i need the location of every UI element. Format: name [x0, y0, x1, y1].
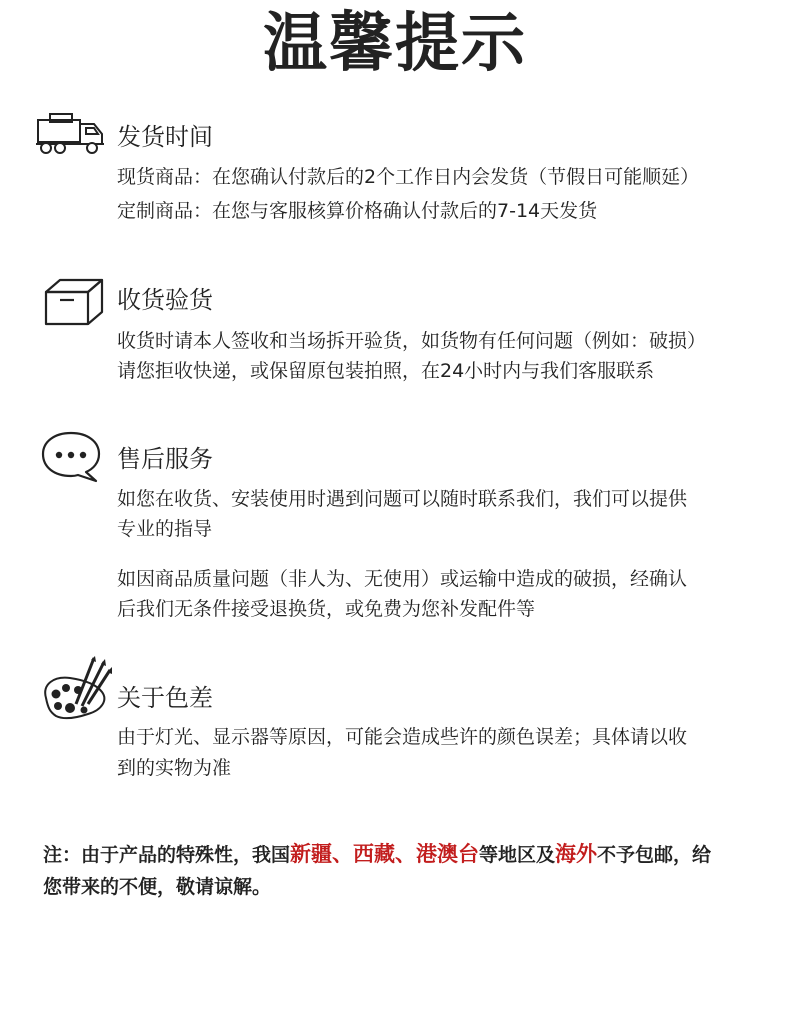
paragraph-line: 收货时请本人签收和当场拆开验货，如货物有任何问题（例如：破损）: [117, 330, 707, 352]
paragraph-line: 由于灯光、显示器等原因，可能会造成些许的颜色误差；具体请以收: [117, 726, 688, 748]
section-heading: 发货时间: [117, 123, 213, 151]
chat-bubble-icon: [40, 430, 102, 484]
paragraph-line: 后我们无条件接受退换货，或免费为您补发配件等: [117, 598, 536, 620]
box-icon: [40, 276, 106, 328]
paragraph-line: 现货商品：在您确认付款后的2个工作日内会发货（节假日可能顺延）: [117, 166, 700, 188]
paragraph-line: 如因商品质量问题（非人为、无使用）或运输中造成的破损，经确认: [117, 568, 688, 590]
truck-icon: [34, 112, 106, 156]
paragraph-line: 到的实物为准: [117, 757, 232, 779]
note-highlight-overseas: 海外: [555, 842, 598, 866]
note-text: 注：由于产品的特殊性，我国: [43, 844, 291, 866]
paragraph-line: 专业的指导: [117, 518, 213, 540]
section-heading: 售后服务: [117, 445, 213, 473]
note-text: 不予包邮，给: [597, 844, 712, 866]
section-heading: 关于色差: [117, 684, 213, 712]
note-highlight-regions: 新疆、西藏、港澳台: [290, 842, 480, 866]
note-text: 等地区及: [479, 844, 556, 866]
palette-icon: [38, 654, 114, 724]
note-text: 您带来的不便，敬请谅解。: [43, 876, 272, 898]
page-title: 温馨提示: [263, 7, 527, 81]
paragraph-line: 请您拒收快递，或保留原包装拍照，在24小时内与我们客服联系: [117, 360, 655, 382]
section-heading: 收货验货: [117, 286, 213, 314]
paragraph-line: 如您在收货、安装使用时遇到问题可以随时联系我们，我们可以提供: [117, 488, 688, 510]
paragraph-line: 定制商品：在您与客服核算价格确认付款后的7-14天发货: [117, 200, 598, 222]
shipping-note: [43, 838, 763, 903]
